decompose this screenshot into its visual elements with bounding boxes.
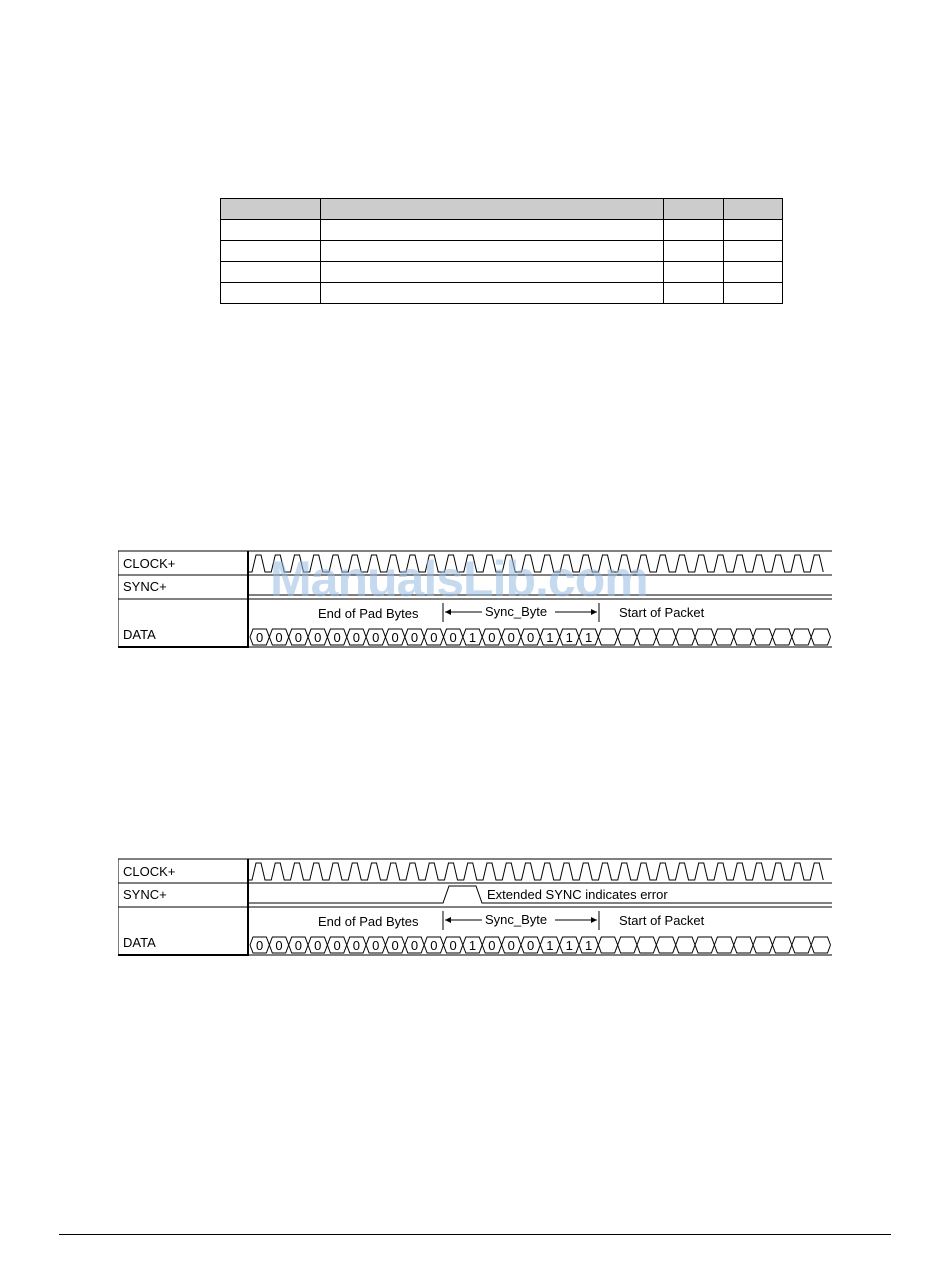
packet-label: Start of Packet bbox=[619, 605, 705, 620]
clock-waveform bbox=[249, 555, 823, 572]
clock-waveform bbox=[249, 863, 823, 880]
data-bit: 0 bbox=[410, 938, 419, 953]
sync-label: SYNC+ bbox=[123, 887, 167, 902]
packet-label: Start of Packet bbox=[619, 913, 705, 928]
data-bit: 0 bbox=[507, 630, 515, 645]
data-bit: 1 bbox=[468, 938, 477, 953]
data-label: DATA bbox=[123, 935, 156, 950]
data-table bbox=[220, 198, 783, 304]
data-bit: 0 bbox=[526, 630, 535, 645]
data-bit: 0 bbox=[372, 938, 380, 953]
sync-byte-label: Sync_Byte bbox=[485, 912, 548, 927]
data-bit: 0 bbox=[294, 938, 302, 953]
pad-bytes-label: End of Pad Bytes bbox=[318, 914, 419, 929]
data-bit: 0 bbox=[488, 938, 496, 953]
data-bit: 1 bbox=[468, 630, 477, 645]
sync-label: SYNC+ bbox=[123, 579, 167, 594]
arrow-head bbox=[445, 917, 451, 923]
table-row bbox=[221, 262, 783, 283]
data-bit: 0 bbox=[275, 630, 283, 645]
clock-label: CLOCK+ bbox=[123, 556, 176, 571]
data-bit: 0 bbox=[449, 630, 457, 645]
table-row bbox=[221, 241, 783, 262]
data-bit: 0 bbox=[275, 938, 283, 953]
table-row bbox=[221, 283, 783, 304]
data-bit: 0 bbox=[507, 938, 515, 953]
data-bit: 0 bbox=[391, 630, 399, 645]
data-bit: 0 bbox=[391, 938, 399, 953]
data-bit: 1 bbox=[585, 630, 593, 645]
data-bit: 1 bbox=[546, 938, 554, 953]
data-bit: 0 bbox=[333, 630, 341, 645]
timing-diagram-error bbox=[118, 858, 832, 956]
table-header-row bbox=[221, 199, 783, 220]
data-bit: 0 bbox=[333, 938, 341, 953]
footer-rule bbox=[59, 1234, 891, 1235]
sync-byte-label: Sync_Byte bbox=[485, 604, 548, 619]
data-bit: 0 bbox=[488, 630, 496, 645]
data-bit: 0 bbox=[256, 630, 264, 645]
data-bit: 1 bbox=[546, 630, 554, 645]
timing-svg bbox=[118, 858, 832, 956]
sync-note: Extended SYNC indicates error bbox=[487, 887, 668, 902]
watermark: ManualsLib.com bbox=[270, 551, 648, 607]
data-bit: 1 bbox=[585, 938, 593, 953]
data-bit: 0 bbox=[352, 630, 361, 645]
data-bit: 0 bbox=[430, 630, 438, 645]
data-bit: 0 bbox=[314, 938, 322, 953]
data-bit: 0 bbox=[294, 630, 302, 645]
timing-svg bbox=[118, 550, 832, 648]
data-bit: 1 bbox=[565, 630, 573, 645]
table-row bbox=[221, 220, 783, 241]
pad-bytes-label: End of Pad Bytes bbox=[318, 606, 419, 621]
arrow-head bbox=[591, 917, 597, 923]
clock-label: CLOCK+ bbox=[123, 864, 176, 879]
data-bit: 0 bbox=[430, 938, 438, 953]
data-bit: 0 bbox=[526, 938, 535, 953]
data-bit: 0 bbox=[372, 630, 380, 645]
arrow-head bbox=[445, 609, 451, 615]
data-bit: 1 bbox=[565, 938, 573, 953]
data-bit: 0 bbox=[352, 938, 361, 953]
timing-diagram-normal bbox=[118, 550, 832, 648]
arrow-head bbox=[591, 609, 597, 615]
data-bit: 0 bbox=[256, 938, 264, 953]
data-bit: 0 bbox=[314, 630, 322, 645]
data-bit: 0 bbox=[449, 938, 457, 953]
data-label: DATA bbox=[123, 627, 156, 642]
data-bit: 0 bbox=[410, 630, 419, 645]
